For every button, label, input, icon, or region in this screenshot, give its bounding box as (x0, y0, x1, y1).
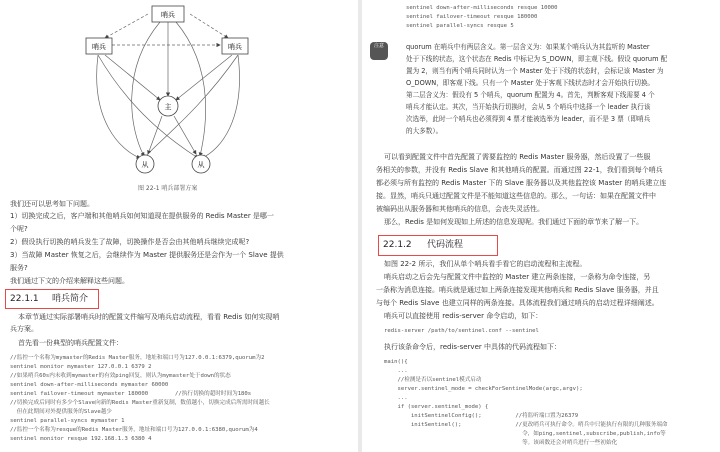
edge-monitor (105, 55, 160, 100)
body-line: 那么，Redis 是如何发现如上所述的信息发现呢。我们通过下面的章节来了解一下。 (384, 218, 644, 226)
intro-line: 1）切换完成之后，客户端和其他哨兵如何知道现在提供服务的 Redis Master 是哪一 (10, 212, 274, 220)
code-line: //切换完成后同时有多少个Slave向新的Redis Master重新复制，数值越小，切换完成后所需时间越长 (10, 400, 270, 406)
svg-text:哨兵: 哨兵 (92, 43, 106, 51)
code-line: if (server.sentinel_mode) { (384, 404, 489, 410)
body-line: 与每个 Redis Slave 也建立同样的两条连接。具体流程我们通过哨兵的启动过程详细阐述。 (376, 299, 659, 307)
sentinel-node-right (222, 38, 248, 54)
body-line: 务相关的参数，并没有 Redis Slave 和其他哨兵的配置。而通过图 22-1，我们看到每个哨兵 (376, 166, 663, 174)
body-line: 可以看到配置文件中首先配置了需要监控的 Redis Master 服务器，然后设置了一些服 (384, 153, 651, 161)
note-line: 次选举，此时一个哨兵也必须得到 4 票才能被选举为 leader，而不是 3 票（即哨兵 (406, 115, 651, 123)
body-line: 本章节通过实际部署哨兵时的配置文件编写及哨兵启动流程，看看 Redis 如何实现哨 (18, 313, 280, 321)
intro-line: 服务? (10, 264, 28, 272)
edge-replication (148, 116, 162, 154)
body-line: 哨兵启动之后会先与配置文件中监控的 Master 建立两条连接，一条称为命令连接，另 (384, 273, 651, 281)
svg-text:从: 从 (141, 161, 149, 169)
note-line: 处于下线的状态，这个状态在 Redis 中标记为 S_DOWN，即主观下线。假设 quorum 配 (406, 55, 668, 63)
code-line: //监控一个名称为mymaster的Redis Master服务，地址和端口号为127.0.0.1:6379,quorum为2 (10, 355, 265, 361)
body-line: 兵方案。 (10, 325, 38, 333)
command-line: redis-server /path/to/sentinel.conf --sentinel (384, 328, 539, 334)
edge-sentinel-link (190, 14, 228, 38)
intro-line: 3）当故障 Master 恢复之后，会继续作为 Master 提供服务还是会作为一个 Slave 提供 (10, 251, 284, 259)
section-title: 哨兵简介 (52, 294, 89, 304)
slave-node-right (192, 155, 210, 173)
code-line: ... (384, 395, 408, 401)
code-line: //监控一个名称为resque的Redis Master服务，地址和端口号为127.0.0.1:6380,quorum为4 (10, 427, 258, 433)
code-line: sentinel down-after-milliseconds mymaster 60000 (10, 382, 169, 388)
body-line: 接。显然，哨兵只通过配置文件是不能知道这些信息的。那么，一句话：如果在配置文件中 (376, 192, 656, 200)
body-line: 执行该条命令后，redis-server 中具体的代码流程如下： (384, 343, 561, 351)
svg-text:从: 从 (197, 161, 205, 169)
code-line: 令，如ping,sentinel,subscribe,publish,info等 (384, 431, 666, 437)
code-line: sentinel monitor mymaster 127.0.0.1 6379 2 (10, 364, 152, 370)
section-heading-box (5, 289, 99, 309)
edge-monitor (176, 22, 206, 156)
note-line: 的大多数）。 (406, 127, 443, 135)
edge-monitor (176, 55, 232, 100)
code-line: initSentinel(); //更改哨兵可执行命令。哨兵中只能执行有限的几种服务端命 (384, 422, 668, 428)
right-page (362, 0, 720, 452)
svg-text:主: 主 (164, 103, 172, 111)
code-line: 但在此期间对外提供服务的Slave越少 (10, 409, 112, 415)
edge-replication (174, 116, 196, 154)
sentinel-node-left (86, 38, 112, 54)
code-line: sentinel monitor resque 192.168.1.3 6380 4 (10, 436, 152, 442)
body-line: 哨兵可以直接使用 redis-server 命令启动，如下： (384, 312, 543, 320)
intro-line: 我们还可以思考如下问题。 (10, 200, 94, 208)
sentinel-node-top (152, 6, 184, 22)
section-number: 22.1.2 (383, 240, 412, 250)
edge-sentinel-link (105, 14, 148, 38)
figure-caption: 图 22-1 哨兵部署方案 (138, 185, 198, 192)
body-line: 一条称为消息连接。哨兵就是通过如上两条连接发现其他哨兵和 Redis Slave 服务器，并且 (376, 286, 659, 294)
master-node (158, 96, 178, 116)
svg-text:哨兵: 哨兵 (161, 11, 175, 19)
body-line: 首先看一份典型的哨兵配置文件： (18, 339, 123, 347)
intro-line: 个呢? (10, 225, 28, 233)
note-icon (370, 42, 388, 60)
edge-monitor (132, 22, 160, 156)
code-line: initSentinelConfig(); //将监听端口置为26379 (384, 413, 579, 419)
code-line: sentinel down-after-milliseconds resque 10000 (406, 5, 558, 11)
note-line: O_DOWN，即客观下线。只有一个 Master 处于客观下线状态时才会开始执行切换。 (406, 79, 655, 87)
code-line: main(){ (384, 359, 408, 365)
left-page (0, 0, 358, 452)
slave-node-left (136, 155, 154, 173)
edge-monitor (202, 55, 239, 158)
code-line: sentinel parallel-syncs mymaster 1 (10, 418, 125, 424)
section-number: 22.1.1 (10, 294, 39, 304)
code-line: sentinel failover-timeout resque 180000 (406, 14, 538, 20)
note-line: 第二层含义为：假设有 5 个哨兵，quorum 配置为 4。首先，判断客观下线需要 4 个 (406, 91, 655, 99)
note-line: quorum 在哨兵中有两层含义。第一层含义为：如果某个哨兵认为其监听的 Master (406, 43, 650, 51)
note-line: 哨兵才能认定。其次，当开始执行切换时，会从 5 个哨兵中选择一个 leader 执行该 (406, 103, 651, 111)
note-label: 注意 (373, 43, 384, 49)
svg-text:哨兵: 哨兵 (228, 43, 242, 51)
code-line: //检测是否以sentinel模式启动 (384, 377, 482, 383)
code-line: server.sentinel_mode = checkForSentinelMode(argc,argv); (384, 386, 583, 392)
body-line: 都必须与所有监控的 Redis Master 下的 Slave 服务器以及其他监控该 Master 的哨兵建立连 (376, 179, 667, 187)
section-heading-box (378, 235, 498, 256)
section-title: 代码流程 (427, 240, 464, 250)
code-line: 等。该函数还会对哨兵进行一些初始化 (384, 440, 618, 446)
intro-line: 2）假设执行切换的哨兵发生了故障，切换操作是否会由其他哨兵继续完成呢? (10, 238, 250, 246)
code-line: //如果哨兵60s内未收到mymaster的有效ping回复，则认为mymaster处于down的状态 (10, 373, 231, 379)
edge-monitor (97, 55, 140, 158)
code-line: sentinel parallel-syncs resque 5 (406, 23, 514, 29)
code-line: ... (384, 368, 408, 374)
edge-monitor (98, 55, 198, 158)
body-line: 如图 22-2 所示，我们从单个哨兵看手看它的启动流程和主流程。 (384, 260, 587, 268)
intro-line: 我们通过下文的介绍来解释这些问题。 (10, 277, 129, 285)
body-line: 被编码出从服务器和其他哨兵的信息，会丧失灵活性。 (376, 205, 544, 213)
code-line: sentinel failover-timeout mymaster 180000 //执行切换的超时时间为180s (10, 391, 252, 397)
note-line: 置为 2，则当有两个哨兵同时认为一个 Master 处于下线的状态时，会标记该 Master 为 (406, 67, 664, 75)
sentinel-deployment-diagram (0, 0, 358, 210)
